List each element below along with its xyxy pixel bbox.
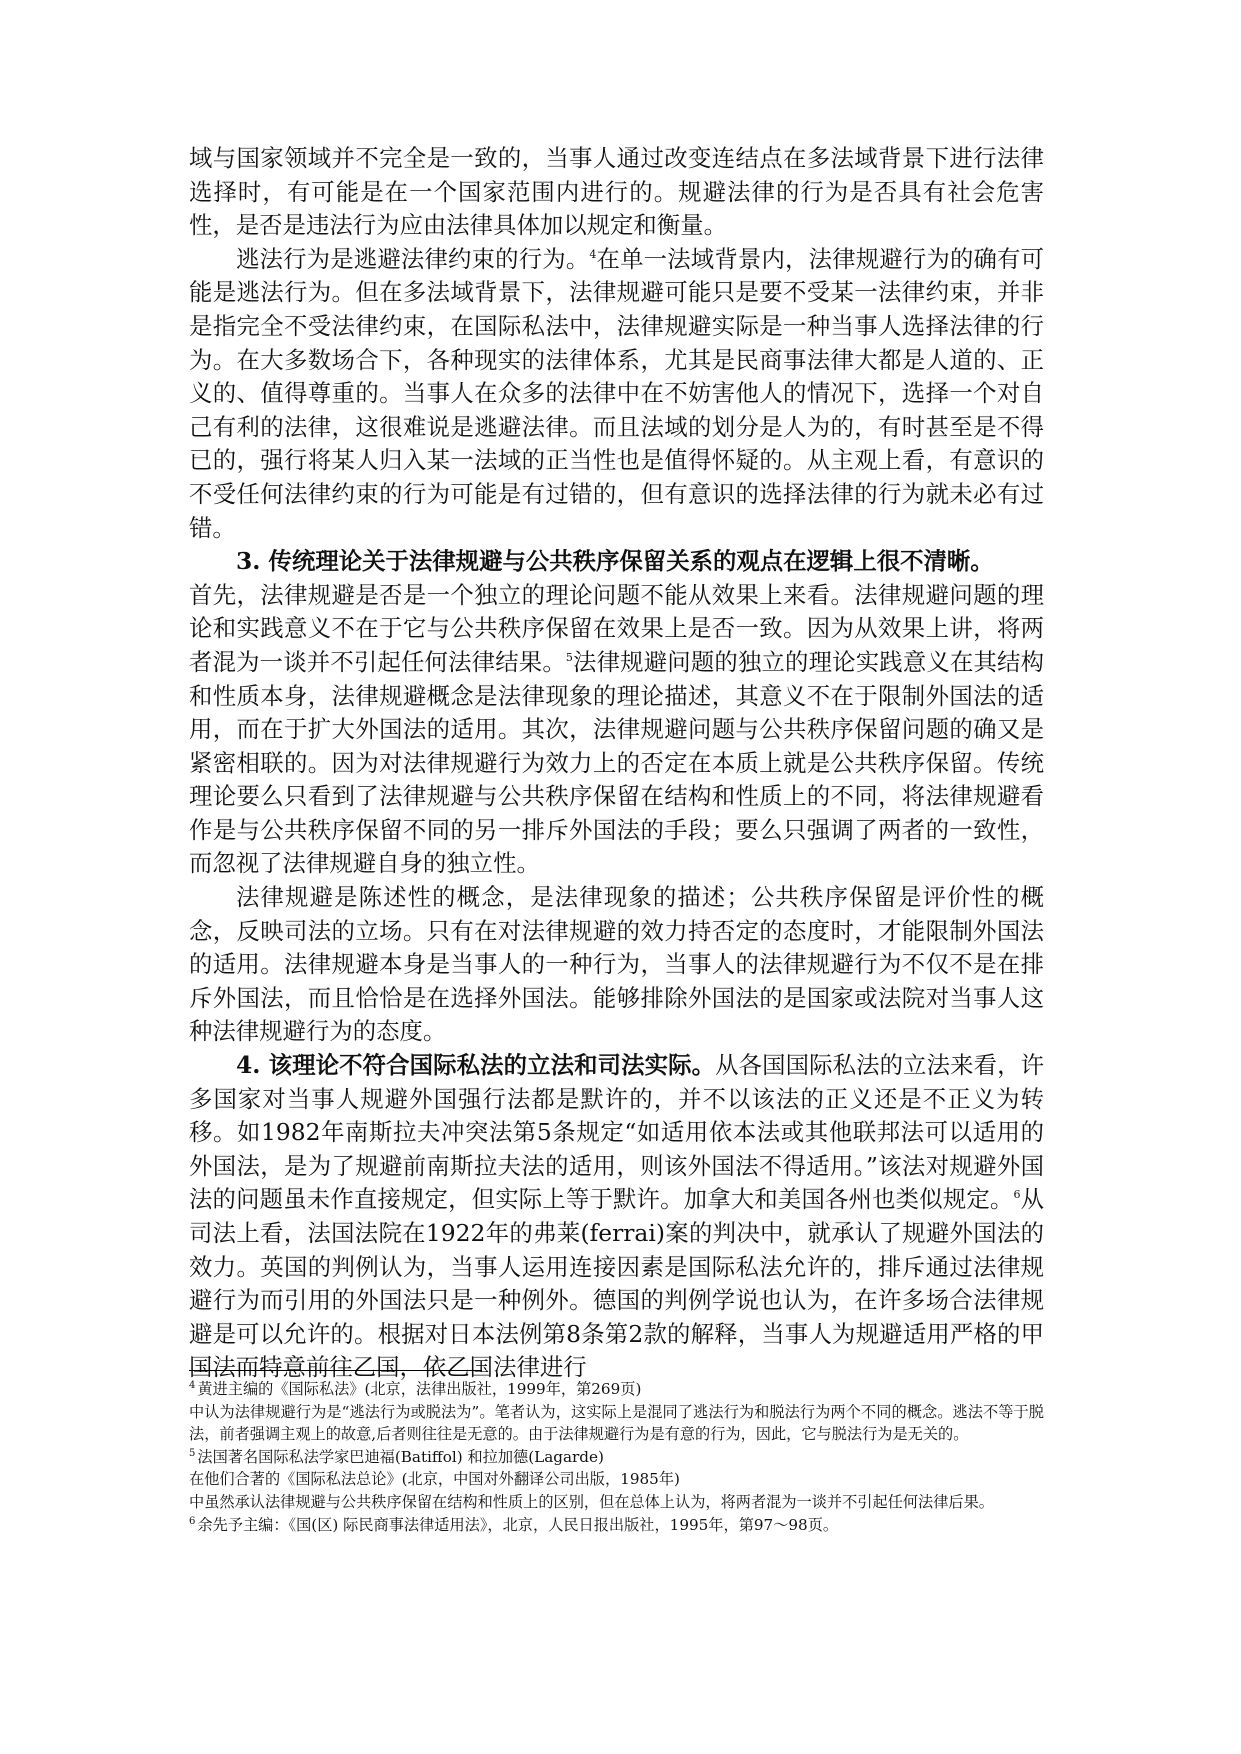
paragraph-5-text-a: 从各国国际私法的立法来看，许多国家对当事人规避外国强行法都是默许的，并不以该法的正义还是不正义为转移。如1982年南斯拉夫冲突法第5条规定“如适用依本法或其他联邦法可以适用的外国法，是为了规避前南斯拉夫法的适用，则该外国法不得适用。”该法对规避外国法的问题虽未作直接规定，但实际上等于默许。加拿大和美国各州也类似规定。 (189, 1051, 1045, 1214)
paragraph-4 (189, 881, 1044, 1049)
footnote-4-text-1: 黄进主编的《国际私法》(北京，法律出版社，1999年，第269页) (197, 1380, 642, 1398)
paragraph-2 (189, 243, 1044, 545)
footnote-5-text-3: 中虽然承认法律规避与公共秩序保留在结构和性质上的区别，但在总体上认为，将两者混为一谈并不引起任何法律后果。 (189, 1492, 994, 1511)
paragraph-1-text: 域与国家领域并不完全是一致的，当事人通过改变连结点在多法域背景下进行法律选择时，有可能是在一个国家范围内进行的。规避法律的行为是否具有社会危害性，是否是违法行为应由法律具体加以规定和衡量。 (189, 144, 1044, 240)
footnote-6-text-1: 余先予主编：《国(区) 际民商事法律适用法》，北京，人民日报出版社，1995年，第97～98页。 (197, 1515, 839, 1534)
footnote-separator (189, 1370, 482, 1371)
footnote-5-text-1: 法国著名国际私法学家巴迪福(Batiffol) 和拉加德(Lagarde) (197, 1447, 604, 1466)
paragraph-2-text-b: 在单一法域背景内，法律规避行为的确有可能是逃法行为。但在多法域背景下，法律规避可能只是要不受某一法律约束，并非是指完全不受法律约束，在国际私法中，法律规避实际是一种当事人选择法律的行为。在大多数场合下，各种现实的法律体系，尤其是民商事法律大都是人道的、正义的、值得尊重的。当事人在众多的法律中在不妨害他人的情况下，选择一个对自己有利的法律，这很难说是逃避法律。而且法域的划分是人为的，有时甚至是不得已的，强行将某人归入某一法域的正当性也是值得怀疑的。从主观上看，有意识的不受任何法律约束的行为可能是有过错的，但有意识的选择法律的行为就未必有过错。 (189, 244, 1045, 542)
paragraph-3-text-a: 首先，法律规避是否是一个独立的理论问题不能从效果上来看。法律规避问题的理论和实践意义不在于它与公共秩序保留在效果上是否一致。因为从效果上讲，将两者混为一谈并不引起任何法律结果。 (189, 580, 1044, 676)
section-heading-3 (189, 545, 1044, 579)
footnote-4-line-1 (189, 1378, 1044, 1401)
section-heading-4-text: 4. 该理论不符合国际私法的立法和司法实际。 (236, 1051, 716, 1080)
document-body (189, 142, 1044, 1385)
footnote-ref-5[interactable]: 5 (565, 651, 573, 665)
footnote-5-line-3 (189, 1491, 1044, 1514)
footnote-5-line-2 (189, 1468, 1044, 1491)
section-heading-3-text: 3. 传统理论关于法律规避与公共秩序保留关系的观点在逻辑上很不清晰。 (236, 547, 994, 576)
paragraph-5-text-b: 从司法上看，法国法院在1922年的弗莱(ferrai)案的判决中，就承认了规避外国法的效力。英国的判例认为，当事人运用连接因素是国际私法允许的，排斥通过法律规避行为而引用的外国法只是一种例外。德国的判例学说也认为，在许多场合法律规避是可以允许的。根据对日本法例第8条第2款的解释，当事人为规避适用严格的甲国法而特意前往乙国，依乙国法律进行 (189, 1185, 1045, 1382)
footnote-ref-4[interactable]: 4 (589, 247, 597, 261)
paragraph-3 (189, 579, 1044, 881)
footnote-4-line-2 (189, 1401, 1044, 1446)
footnote-4-text-2: 中认为法律规避行为是“逃法行为或脱法为”。笔者认为，这实际上是混同了逃法行为和脱法行为两个不同的概念。逃法不等于脱法，前者强调主观上的故意,后者则往往是无意的。由于法律规避行为是有意的行为，因此，它与脱法行为是无关的。 (189, 1402, 1044, 1444)
footnote-5-line-1 (189, 1446, 1044, 1469)
paragraph-4-text: 法律规避是陈述性的概念，是法律现象的描述；公共秩序保留是评价性的概念，反映司法的立场。只有在对法律规避的效力持否定的态度时，才能限制外国法的适用。法律规避本身是当事人的一种行为，当事人的法律规避行为不仅不是在排斥外国法，而且恰恰是在选择外国法。能够排除外国法的是国家或法院对当事人这种法律规避行为的态度。 (189, 883, 1044, 1046)
footnote-ref-6[interactable]: 6 (1013, 1188, 1021, 1202)
paragraph-3-text-b: 法律规避问题的独立的理论实践意义在其结构和性质本身，法律规避概念是法律现象的理论描述，其意义不在于限制外国法的适用，而在于扩大外国法的适用。其次，法律规避问题与公共秩序保留问题的确又是紧密相联的。因为对法律规避行为效力上的否定在本质上就是公共秩序保留。传统理论要么只看到了法律规避与公共秩序保留在结构和性质上的不同，将法律规避看作是与公共秩序保留不同的另一排斥外国法的手段；要么只强调了两者的一致性，而忽视了法律规避自身的独立性。 (189, 647, 1045, 878)
paragraph-5 (189, 1049, 1044, 1385)
paragraph-1 (189, 142, 1044, 243)
paragraph-2-text-a: 逃法行为是逃避法律约束的行为。 (236, 244, 590, 273)
footnote-5-mark: 5 (189, 1447, 196, 1459)
footnote-5-text-2: 在他们合著的《国际私法总论》(北京，中国对外翻译公司出版，1985年) (189, 1470, 680, 1489)
footnotes (189, 1378, 1044, 1536)
footnote-4-mark: 4 (189, 1379, 196, 1391)
footnote-6-mark: 6 (189, 1515, 196, 1527)
footnote-6-line-1 (189, 1514, 1044, 1537)
